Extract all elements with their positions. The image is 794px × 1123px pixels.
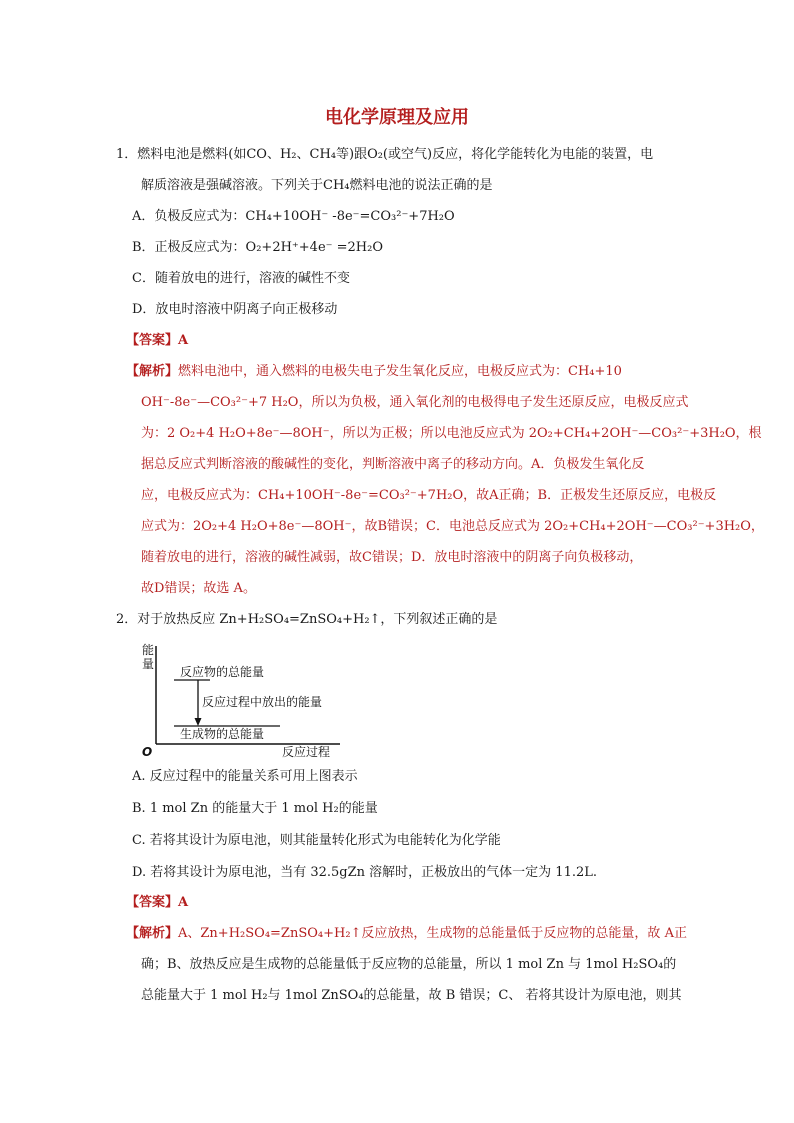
q1-analysis-text: 燃料电池中，通入燃料的电极失电子发生氧化反应，电极反应式为：CH₄+10: [178, 364, 622, 379]
q1-analysis-line-3: 为：2 O₂+4 H₂O+8e⁻—8OH⁻，所以为正极；所以电池反应式为 2O₂+CH₄+2OH⁻—CO₃²⁻+3H₂O，根: [141, 426, 762, 441]
q1-option-c: C．随着放电的进行，溶液的碱性不变: [132, 271, 350, 286]
q2-analysis-line-1: [126, 925, 687, 943]
q2-stem: 2．对于放热反应 Zn+H₂SO₄=ZnSO₄+H₂↑，下列叙述正确的是: [116, 612, 498, 627]
q2-answer-value: A: [178, 895, 189, 910]
q1-analysis-line-5: 应，电极反应式为：CH₄+10OH⁻-8e⁻=CO₃²⁻+7H₂O，故A正确；B．正极发生还原反应，电极反: [141, 488, 717, 503]
reactants-label: 反应物的总能量: [180, 665, 265, 679]
q2-analysis-label: 【解析】: [126, 926, 179, 941]
q2-option-b: B. 1 mol Zn 的能量大于 1 mol H₂的能量: [132, 801, 378, 816]
products-label: 生成物的总能量: [180, 727, 265, 741]
released-energy-label: 反应过程中放出的能量: [202, 695, 323, 709]
q1-option-a: A．负极反应式为：CH₄+10OH⁻ -8e⁻=CO₃²⁻+7H₂O: [132, 209, 455, 224]
q1-option-b: B．正极反应式为：O₂+2H⁺+4e⁻ =2H₂O: [132, 240, 384, 255]
q1-analysis-line-6: 应式为：2O₂+4 H₂O+8e⁻—8OH⁻，故B错误；C．电池总反应式为 2O₂+CH₄+2OH⁻—CO₃²⁻+3H₂O，: [141, 519, 764, 534]
q2-answer-label: 【答案】: [126, 895, 179, 910]
q2-answer: [126, 894, 188, 912]
q1-answer-value: A: [178, 333, 189, 348]
q2-analysis-text: A、Zn+H₂SO₄=ZnSO₄+H₂↑反应放热，生成物的总能量低于反应物的总能量，故 A正: [178, 926, 687, 941]
q1-analysis-line-2: OH⁻-8e⁻—CO₃²⁻+7 H₂O，所以为负极，通入氧化剂的电极得电子发生还原反应，电极反应式: [141, 395, 689, 410]
y-axis-label-2: 量: [142, 657, 155, 671]
x-axis-label: 反应过程: [282, 745, 331, 758]
energy-diagram: [140, 640, 350, 758]
q1-answer: [126, 332, 188, 350]
q1-option-d: D．放电时溶液中阴离子向正极移动: [132, 302, 338, 317]
origin-label: O: [142, 745, 153, 758]
q1-analysis-line-1: [126, 363, 622, 381]
q1-analysis-line-8: 故D错误；故选 A。: [141, 581, 256, 596]
q1-analysis-line-4: 据总反应式判断溶液的酸碱性的变化，判断溶液中离子的移动方向。A．负极发生氧化反: [141, 457, 645, 472]
q1-stem-line-2: 解质溶液是强碱溶液。下列关于CH₄燃料电池的说法正确的是: [141, 178, 493, 193]
page-title: 电化学原理及应用: [325, 107, 469, 128]
q1-analysis-label: 【解析】: [126, 364, 179, 379]
q2-analysis-line-3: 总能量大于 1 mol H₂与 1mol ZnSO₄的总能量，故 B 错误；C、 若将其设计为原电池，则其: [141, 988, 682, 1003]
q2-option-a: A. 反应过程中的能量关系可用上图表示: [132, 769, 358, 784]
q2-analysis-line-2: 确；B、放热反应是生成物的总能量低于反应物的总能量，所以 1 mol Zn 与 1mol H₂SO₄的: [141, 957, 677, 972]
q1-answer-label: 【答案】: [126, 333, 179, 348]
arrow-head-icon: [195, 718, 202, 726]
y-axis-label-1: 能: [142, 643, 155, 657]
q2-option-d: D. 若将其设计为原电池，当有 32.5gZn 溶解时，正极放出的气体一定为 11.2L.: [132, 865, 598, 880]
q1-analysis-line-7: 随着放电的进行，溶液的碱性减弱，故C错误；D．放电时溶液中的阴离子向负极移动，: [141, 550, 643, 565]
q2-option-c: C. 若将其设计为原电池，则其能量转化形式为电能转化为化学能: [132, 833, 501, 848]
q1-stem-line-1: 1．燃料电池是燃料(如CO、H₂、CH₄等)跟O₂(或空气)反应，将化学能转化为电能的装置，电: [116, 147, 654, 162]
